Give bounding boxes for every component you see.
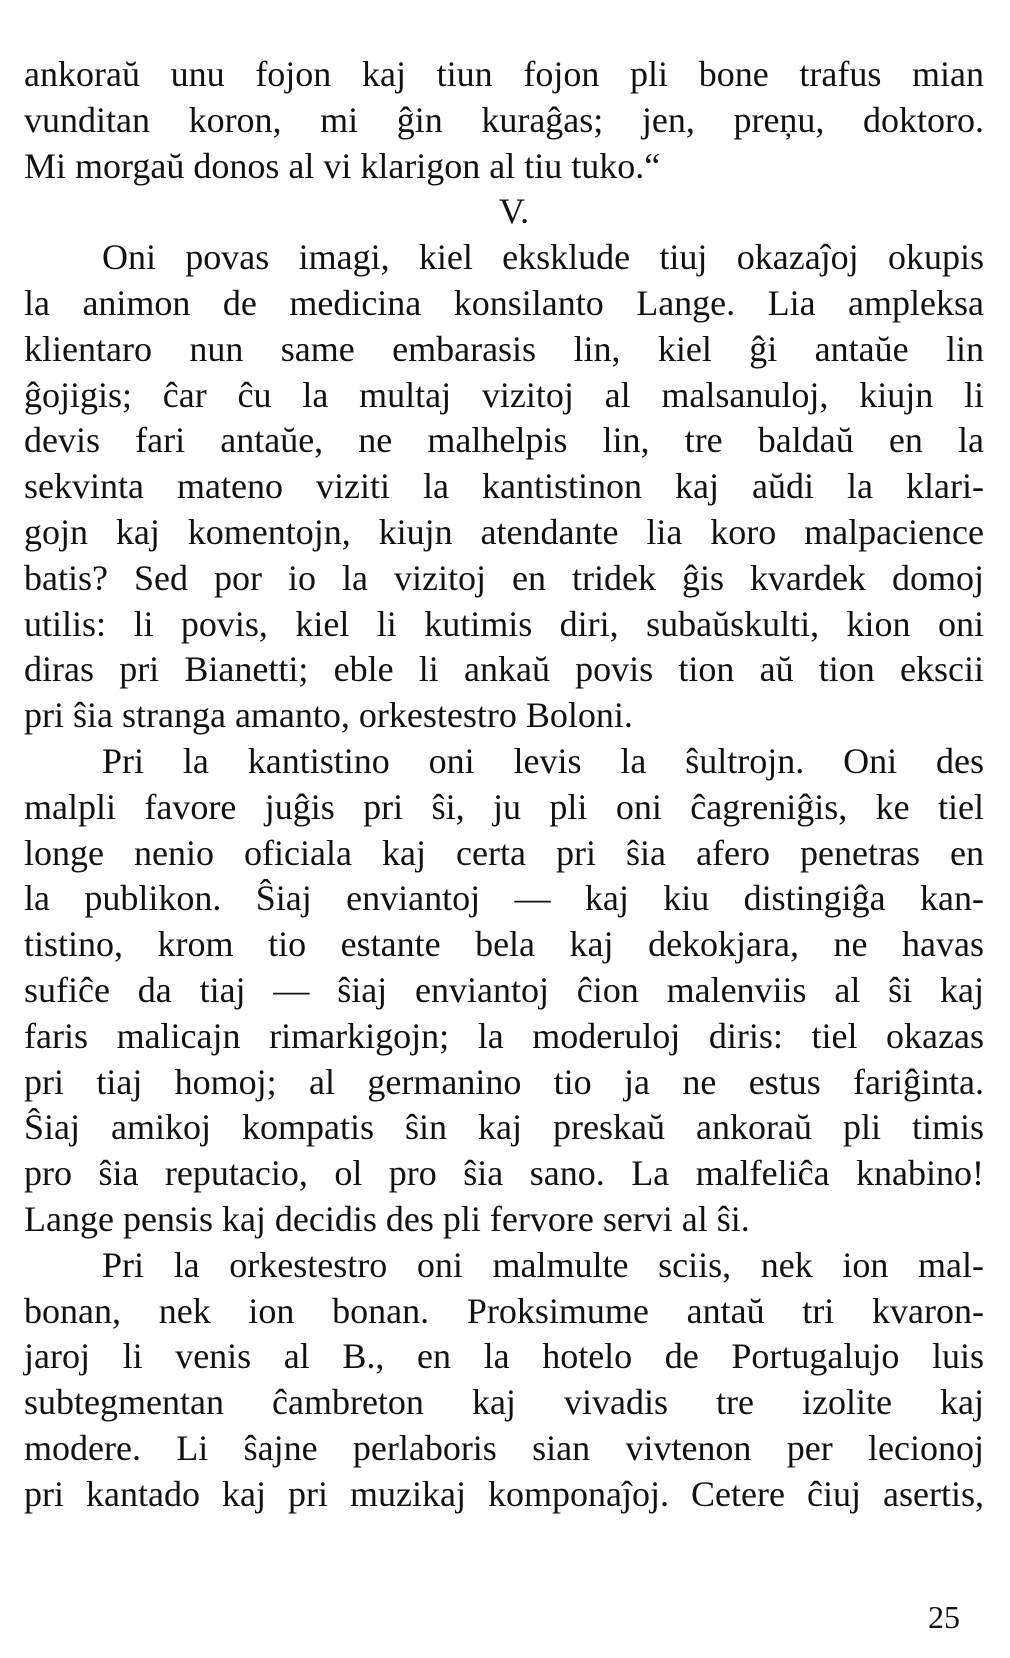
text-line: gojn kaj komentojn, kiujn atendante lia koro malpacience [24,511,984,552]
page-text [24,52,984,1518]
text-line: bonan, nek ion bonan. Proksimume antaŭ tri kvaron- [24,1290,984,1331]
text-line: subtegmentan ĉambreton kaj vivadis tre izolite kaj [24,1382,984,1423]
text-line: pri tiaj homoj; al germanino tio ja ne estus fariĝinta. [24,1061,984,1102]
text-line: la publikon. Ŝiaj enviantoj — kaj kiu distingiĝa kan- [24,878,984,919]
chapter-heading: V. [498,191,530,232]
paragraph [24,1243,984,1518]
text-line: ankoraŭ unu fojon kaj tiun fojon pli bone trafus mian [24,54,984,94]
text-line: Pri la orkestestro oni malmulte sciis, nek ion mal- [102,1244,984,1285]
text-line: faris malicajn rimarkigojn; la moderuloj diris: tiel okazas [24,1015,984,1056]
text-line: Ŝiaj amikoj kompatis ŝin kaj preskaŭ ankoraŭ pli timis [24,1107,984,1148]
text-line: la animon de medicina konsilanto Lange. Lia ampleksa [24,282,984,323]
text-line: devis fari antaŭe, ne malhelpis lin, tre baldaŭ en la [24,420,984,461]
page-number: 25 [928,1599,960,1635]
text-line: vunditan koron, mi ĝin kuraĝas; jen, preņu, doktoro. [24,99,984,140]
top-fragment [24,52,984,189]
text-line: jaroj li venis al B., en la hotelo de Portugalujo luis [24,1336,984,1377]
text-line: Pri la kantistino oni levis la ŝultrojn. Oni des [102,740,984,781]
text-line: sufiĉe da tiaj — ŝiaj enviantoj ĉion malenviis al ŝi kaj [24,969,984,1010]
text-line: Oni povas imagi, kiel eksklude tiuj okazaĵoj okupis [102,237,984,278]
text-line: longe nenio oficiala kaj certa pri ŝia afero penetras en [24,832,984,873]
paragraph [24,235,984,739]
text-line: pri kantado kaj pri muzikaj komponaĵoj. Ceterе ĉiuj asertis, [24,1473,984,1514]
text-line: klientaro nun same embarasis lin, kiel ĝi antaŭe lin [24,328,984,369]
text-line: tistino, krom tio estante bela kaj dekokjara, ne havas [24,924,984,965]
text-line: modere. Li ŝajne perlaboris sian vivtenon per lecionoj [24,1427,984,1468]
text-line: utilis: li povis, kiel li kutimis diri, subaŭskulti, kion oni [24,603,984,644]
text-line: diras pri Bianetti; eble li ankaŭ povis tion aŭ tion ekscii [24,649,984,690]
text-line: Mi morgaŭ donos al vi klarigon al tiu tuko.“ [24,145,661,186]
text-line: pri ŝia stranga amanto, orkestestro Boloni. [24,695,633,736]
text-line: batis? Sed por io la vizitoj en tridek ĝis kvardek domoj [24,557,984,598]
text-line: malpli favore juĝis pri ŝi, ju pli oni ĉagreniĝis, ke tiel [24,786,984,827]
paragraph [24,739,984,1243]
text-line: sekvinta mateno viziti la kantistinon kaj aŭdi la klari- [24,466,984,507]
text-line: pro ŝia reputacio, ol pro ŝia sano. La malfeliĉa knabino! [24,1153,984,1194]
text-line: Lange pensis kaj decidis des pli fervore servi al ŝi. [24,1198,750,1239]
text-line: ĝojigis; ĉar ĉu la multaj vizitoj al malsanuloj, kiujn li [24,374,984,415]
